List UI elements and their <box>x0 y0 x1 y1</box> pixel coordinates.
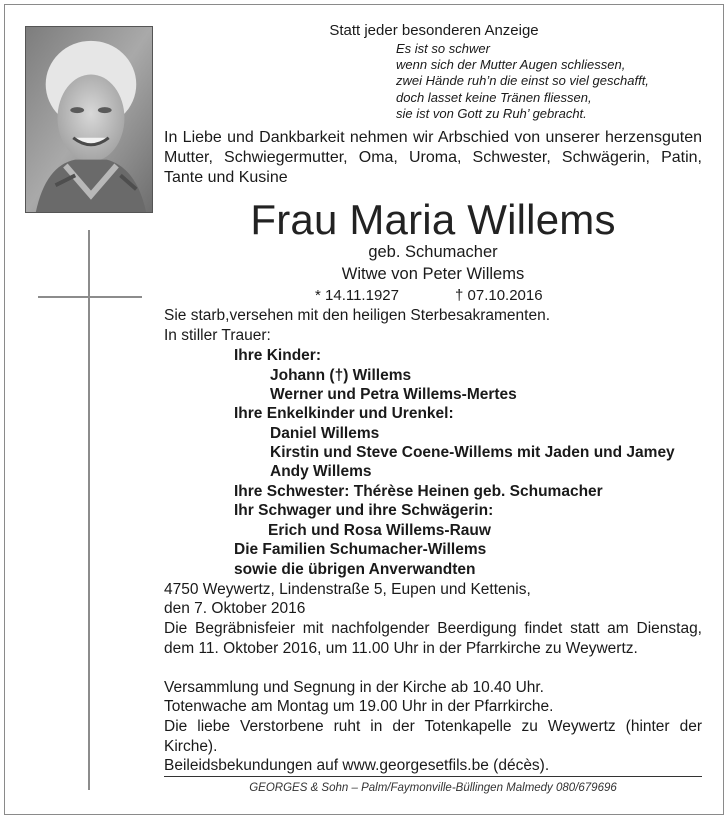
portrait-photo <box>25 26 153 213</box>
funeral-home-footer: GEORGES & Sohn – Palm/Faymonville-Büllingen Malmedy 080/679696 <box>249 782 617 794</box>
mourning-intro: In stiller Trauer: <box>164 327 271 344</box>
birth-date: * 14.11.1927 <box>315 287 399 304</box>
widow-of: Witwe von Peter Willems <box>341 265 525 283</box>
cross-horizontal-bar <box>38 296 142 298</box>
mourner-group-relatives: sowie die übrigen Anverwandten <box>234 561 476 578</box>
birth-name: geb. Schumacher <box>368 243 498 261</box>
footer-divider <box>164 776 702 777</box>
condolences-line: Beileidsbekundungen auf www.georgesetfils.be (décès). <box>164 757 550 774</box>
funeral-paragraph: Die Begräbnisfeier mit nachfolgender Beerdigung findet statt am Dienstag, dem 11. Oktober 2016, um 11.00 Uhr in der Pfarrkirche zu Weywertz. <box>164 620 702 657</box>
notice-header: Statt jeder besonderen Anzeige <box>329 22 539 39</box>
mourner-line: Erich und Rosa Willems-Rauw <box>268 522 491 539</box>
poem-line: wenn sich der Mutter Augen schliessen, <box>396 57 626 73</box>
mourner-group-families: Die Familien Schumacher-Willems <box>234 541 487 558</box>
intro-paragraph: In Liebe und Dankbarkeit nehmen wir Arbschied von unserer herzensguten Mutter, Schwiegermutter, Oma, Uroma, Schwester, Schwägerin, Patin, Tante und Kusine <box>164 129 702 186</box>
poem-line: sie ist von Gott zu Ruh’ gebracht. <box>396 105 587 121</box>
portrait-image <box>26 27 152 212</box>
cross-vertical-bar <box>88 230 90 790</box>
poem-line: doch lasset keine Tränen fliessen, <box>396 89 592 105</box>
mourner-line: Andy Willems <box>270 463 372 480</box>
mourner-line: Johann (†) Willems <box>270 367 412 384</box>
poem-line: Es ist so schwer <box>396 41 490 56</box>
date-line: den 7. Oktober 2016 <box>164 600 306 617</box>
death-note: Sie starb,versehen mit den heiligen Sterbesakramenten. <box>164 307 550 324</box>
wake-line: Totenwache am Montag um 19.00 Uhr in der Pfarrkirche. <box>164 698 554 715</box>
mourner-group-children: Ihre Kinder: <box>234 347 321 364</box>
mourner-line: Werner und Petra Willems-Mertes <box>270 386 517 403</box>
mourner-group-in-laws: Ihr Schwager und ihre Schwägerin: <box>234 502 494 519</box>
deceased-name: Frau Maria Willems <box>250 196 616 243</box>
poem-line: zwei Hände ruh’n die einst so viel geschafft, <box>396 73 649 89</box>
mourner-line: Kirstin und Steve Coene-Willems mit Jaden und Jamey <box>270 444 675 461</box>
mourner-group-sister: Ihre Schwester: Thérèse Heinen geb. Schumacher <box>234 483 603 500</box>
death-date: † 07.10.2016 <box>455 287 543 304</box>
rest-paragraph: Die liebe Verstorbene ruht in der Totenkapelle zu Weywertz (hinter der Kirche). <box>164 718 702 755</box>
poem <box>396 41 649 122</box>
mourner-line: Daniel Willems <box>270 425 380 442</box>
address-line: 4750 Weywertz, Lindenstraße 5, Eupen und Kettenis, <box>164 581 531 598</box>
gathering-line: Versammlung und Segnung in der Kirche ab 10.40 Uhr. <box>164 679 544 696</box>
mourner-group-grandchildren: Ihre Enkelkinder und Urenkel: <box>234 405 454 422</box>
